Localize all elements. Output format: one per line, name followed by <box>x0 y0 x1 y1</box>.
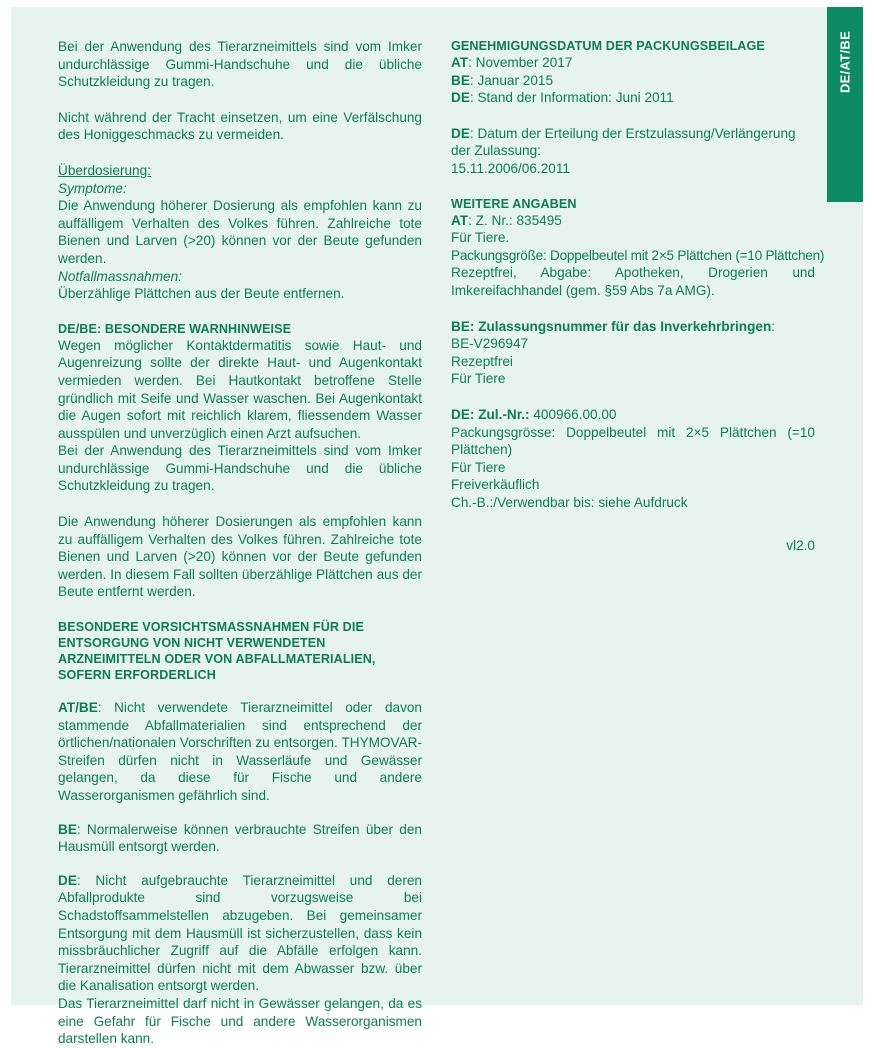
country-tab <box>827 7 863 202</box>
right-column <box>451 38 825 555</box>
approval-at-text: : November 2017 <box>468 55 573 70</box>
first-authorisation <box>451 125 815 160</box>
de-registration-line: Freiverkäuflich <box>451 477 540 493</box>
disposal-be-prefix: BE <box>58 821 77 837</box>
be-registration-heading <box>451 318 815 336</box>
further-info-at-prefix: AT <box>451 212 469 228</box>
approval-de-text: : Stand der Information: Juni 2011 <box>469 90 674 106</box>
disposal-de <box>58 872 422 995</box>
approval-be-prefix: BE <box>451 72 470 88</box>
symptoms-text: Die Anwendung höherer Dosierung als empfohlen kann zu auffälligem Verhalten des Volkes führen. Zahlreiche tote Bienen und Larven (>20) können vor der Beute gefunden werden. <box>58 198 422 266</box>
be-registration-line: BE-V296947 <box>451 336 529 352</box>
disposal-de-prefix: DE <box>58 872 77 888</box>
first-authorisation-text: : Datum der Erteilung der Erstzulassung/Verlängerung der Zulassung: <box>451 125 796 159</box>
version-label: vl2.0 <box>786 538 815 554</box>
symptoms-label: Symptome: <box>58 180 127 196</box>
disposal-at-be-text: : Nicht verwendete Tierarzneimittel oder davon stammende Abfallmaterialien sind entsprechend der örtlichen/nationalen Vorschriften zu entsorgen. THYMOVAR-Streifen dürfen nicht in Wasserläufe und Gewässer gelangen, da diese für Fische und andere Wasserorganismen gefährlich sind. <box>58 700 422 803</box>
left-column <box>58 38 422 1048</box>
further-info-line: Packungsgröße: Doppelbeutel mit 2×5 Plättchen (=10 Plättchen) <box>451 247 825 263</box>
emergency-text: Überzählige Plättchen aus der Beute entfernen. <box>58 286 345 302</box>
further-info-at-text: : Z. Nr.: 835495 <box>468 212 562 228</box>
de-registration-line: Packungsgrösse: Doppelbeutel mit 2×5 Plättchen (=10 Plättchen) <box>451 424 815 458</box>
warnings-paragraph-3: Die Anwendung höherer Dosierungen als empfohlen kann zu auffälligem Verhalten des Volkes führen. Zahlreiche tote Bienen und Larven (>20) können vor der Beute gefunden werden. In diesem Fall sollten überzählige Plättchen aus der Beute entfernt werden. <box>58 514 422 600</box>
de-registration <box>451 406 815 424</box>
de-registration-prefix: DE: Zul.-Nr.: <box>451 406 530 422</box>
approval-at-prefix: AT <box>451 55 469 70</box>
approval-de-prefix: DE <box>451 90 470 106</box>
further-info-line: Rezeptfrei, Abgabe: Apotheken, Drogerien und Imkereifachhandel (gem. §59 Abs 7a AMG). <box>451 265 815 298</box>
disposal-at-be-prefix: AT/BE <box>58 700 98 716</box>
overdose-title: Überdosierung: <box>58 162 151 178</box>
disposal-be-text: : Normalerweise können verbrauchte Streifen über den Hausmüll entsorgt werden. <box>58 821 422 855</box>
be-registration-line: Rezeptfrei <box>451 353 513 369</box>
disposal-at-be <box>58 699 422 805</box>
flow-period-note: Nicht während der Tracht einsetzen, um eine Verfälschung des Honiggeschmacks zu vermeiden. <box>58 109 422 143</box>
be-registration-title: BE: Zulassungsnummer für das Inverkehrbringen <box>451 318 772 334</box>
approval-be <box>451 72 815 90</box>
disposal-heading: BESONDERE VORSICHTSMASSNAHMEN FÜR DIE ENTSORGUNG VON NICHT VERWENDETEN ARZNEIMITTELN ODER VON ABFALLMATERIALIEN, SOFERN ERFORDERLICH <box>58 620 376 683</box>
warnings-title: BESONDERE WARNHINWEISE <box>104 321 292 336</box>
disposal-de-text: : Nicht aufgebrauchte Tierarzneimittel und deren Abfallprodukte sind vorzugsweise bei Schadstoffsammelstellen abzugeben. Bei gemeinsamer Entsorgung mit dem Hausmüll ist sicherzustellen, dass kein missbräuchlicher Zugriff auf die Abfälle erfolgen kann. Tierarzneimittel dürfen nicht mit dem Abwasser bzw. über die Kanalisation entsorgt werden. <box>58 872 422 994</box>
warnings-paragraph-1: Wegen möglicher Kontaktdermatitis sowie Haut- und Augenreizung sollte der direkte Haut- und Augenkontakt vermieden werden. Bei Hautkontakt betroffene Stelle gründlich mit Seife und Wasser waschen. Bei Augenkontakt die Augen sofort mit reichlich klarem, fliessendem Wasser ausspülen und unverzüglich einen Arzt aufsuchen. <box>58 337 422 441</box>
de-registration-line: Ch.-B.:/Verwendbar bis: siehe Aufdruck <box>451 494 688 510</box>
emergency-label: Notfallmassnahmen: <box>58 268 182 284</box>
further-info-heading: WEITERE ANGABEN <box>451 196 577 211</box>
be-registration-line: Für Tiere <box>451 371 506 387</box>
further-info-at <box>451 212 815 230</box>
warnings-heading <box>58 321 422 337</box>
disposal-be <box>58 821 422 856</box>
approval-heading: GENEHMIGUNGSDATUM DER PACKUNGSBEILAGE <box>451 39 765 53</box>
de-registration-number: 400966.00.00 <box>529 406 617 422</box>
first-authorisation-date: 15.11.2006/06.2011 <box>451 160 570 176</box>
approval-be-text: : Januar 2015 <box>469 72 554 88</box>
first-authorisation-prefix: DE <box>451 125 470 141</box>
further-info-line: Für Tiere. <box>451 230 510 246</box>
disposal-de-paragraph-2: Das Tierarzneimittel darf nicht in Gewässer gelangen, da es eine Gefahr für Fische und andere Wasserorganismen darstellen kann. <box>58 995 422 1047</box>
de-registration-line: Für Tiere <box>451 459 506 475</box>
warnings-prefix: DE/BE: <box>58 321 102 336</box>
glove-instruction: Bei der Anwendung des Tierarzneimittels sind vom Imker undurchlässige Gummi-Handschuhe und die übliche Schutzkleidung zu tragen. <box>58 39 422 90</box>
approval-de <box>451 89 815 107</box>
warnings-paragraph-2: Bei der Anwendung des Tierarzneimittels sind vom Imker undurchlässige Gummi-Handschuhe und die übliche Schutzkleidung zu tragen. <box>58 443 422 494</box>
approval-at <box>451 54 815 72</box>
be-registration-colon: : <box>771 318 776 334</box>
country-tab-label: DE/AT/BE <box>837 30 853 94</box>
